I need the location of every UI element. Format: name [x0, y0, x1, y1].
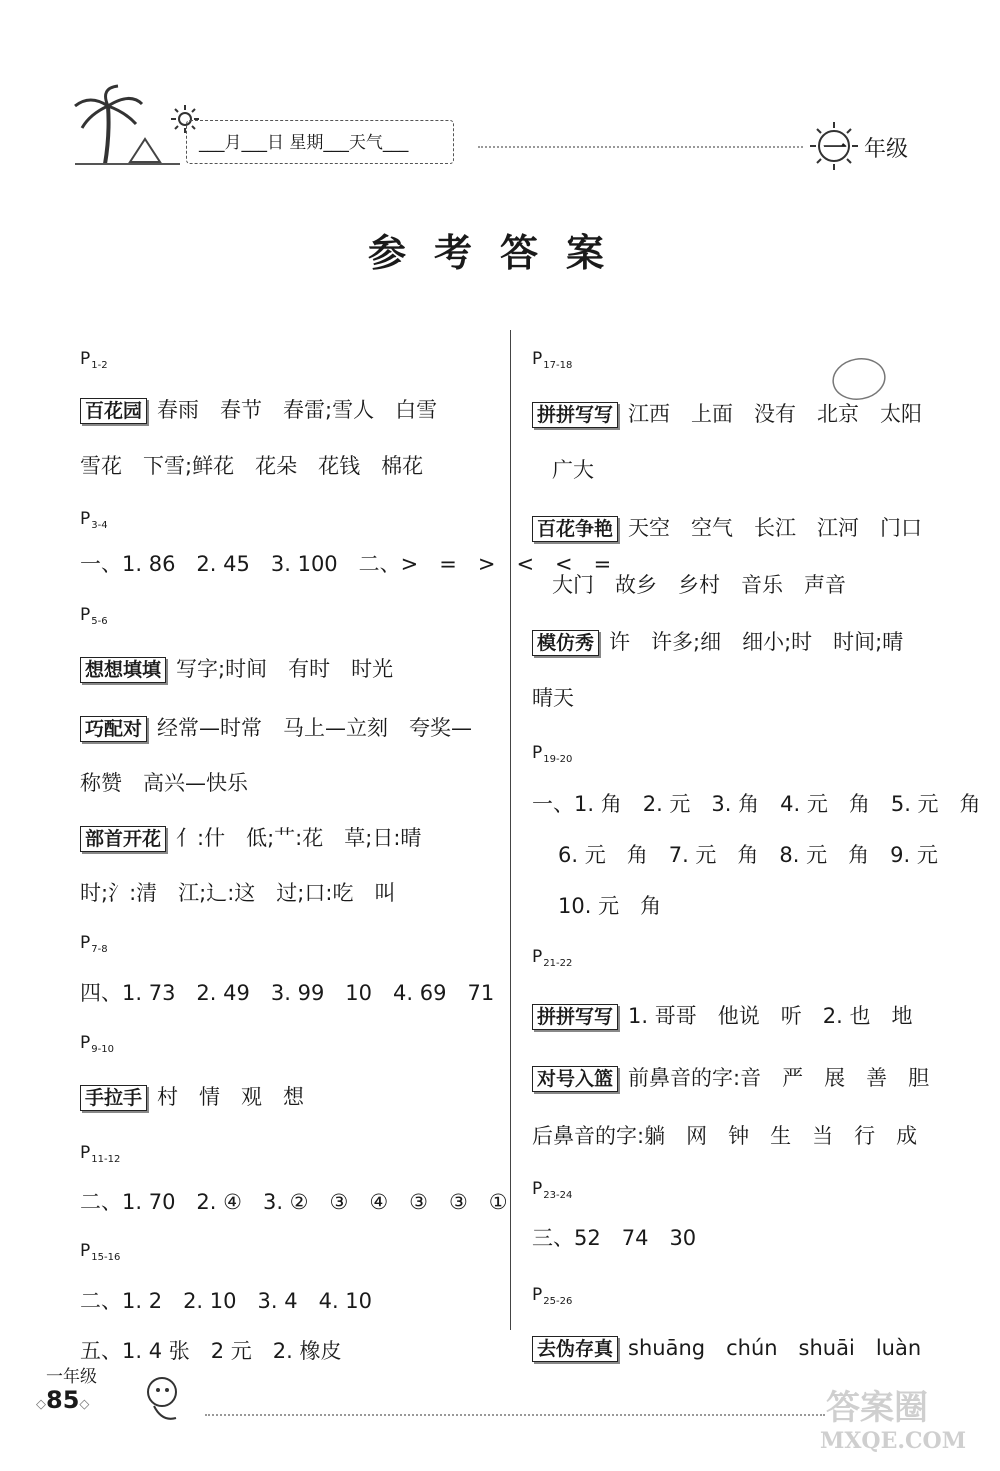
watermark-url: MXQE.COM: [820, 1428, 967, 1454]
section-tag: 想想填填: [80, 657, 166, 683]
answer-line: 广大: [552, 458, 594, 482]
answer-line: 部首开花 亻:什 低;艹:花 草;日:晴: [80, 824, 421, 852]
answer-line: 五、1. 4 张 2 元 2. 橡皮: [80, 1339, 342, 1363]
answer-line: 想想填填 写字;时间 有时 时光: [80, 655, 393, 683]
stamp-doodle: [830, 355, 888, 403]
page-ref: $P_{9-10}$: [80, 1033, 114, 1055]
section-tag: 手拉手: [80, 1085, 147, 1111]
section-tag: 去伪存真: [532, 1336, 618, 1362]
page-ref: $P_{11-12}$: [80, 1143, 121, 1165]
answer-line: 后鼻音的字:躺 网 钟 生 当 行 成: [532, 1124, 918, 1148]
diamond-icon: ◇: [79, 1397, 90, 1412]
section-tag: 拼拼写写: [532, 402, 618, 428]
answer-line: 大门 故乡 乡村 音乐 声音: [552, 573, 846, 597]
answer-line: 一、1. 角 2. 元 3. 角 4. 元 角 5. 元 角: [532, 792, 981, 816]
watermark-logo: 答案圈: [826, 1388, 928, 1428]
page-number: ◇85◇: [36, 1386, 90, 1414]
answer-line: 模仿秀 许 许多;细 细小;时 时间;晴: [532, 628, 903, 656]
answer-line: 拼拼写写 1. 哥哥 他说 听 2. 也 地: [532, 1002, 912, 1030]
answer-line: 手拉手 村 情 观 想: [80, 1083, 304, 1111]
section-tag: 百花园: [80, 398, 147, 424]
child-illustration: [136, 1372, 194, 1428]
answer-line: 三、52 74 30: [532, 1226, 697, 1250]
answer-line: 10. 元 角: [558, 894, 662, 918]
header-dotted-line: [478, 146, 803, 148]
section-tag: 对号入篮: [532, 1066, 618, 1092]
date-weather-box: ___月___日 星期___天气___: [186, 120, 454, 164]
answer-line: 拼拼写写 江西 上面 没有 北京 太阳: [532, 400, 922, 428]
grade-number: 一: [823, 134, 847, 162]
page-ref: $P_{1-2}$: [80, 349, 108, 371]
page-ref: $P_{23-24}$: [532, 1179, 573, 1201]
page-title: 参考答案: [367, 230, 632, 275]
answer-line: 对号入篮 前鼻音的字:音 严 展 善 胆: [532, 1064, 929, 1092]
page-ref: $P_{19-20}$: [532, 743, 573, 765]
section-tag: 部首开花: [80, 826, 166, 852]
answer-line: 称赞 高兴—快乐: [80, 771, 248, 795]
answer-line: 四、1. 73 2. 49 3. 99 10 4. 69 71: [80, 981, 495, 1005]
answer-line: 一、1. 86 2. 45 3. 100 二、> = > < < =: [80, 552, 612, 576]
diamond-icon: ◇: [36, 1397, 46, 1412]
answer-line: 时;氵:清 江;辶:这 过;口:吃 叫: [80, 881, 396, 905]
footer-grade: 一年级: [46, 1367, 97, 1387]
section-tag: 百花争艳: [532, 516, 618, 542]
answer-line: 百花园 春雨 春节 春雷;雪人 白雪: [80, 396, 437, 424]
grade-label: 年级: [864, 137, 909, 162]
section-tag: 模仿秀: [532, 630, 599, 656]
footer-dotted-line: [205, 1414, 825, 1416]
column-divider: [510, 330, 511, 1330]
page-ref: $P_{21-22}$: [532, 947, 573, 969]
answer-line: 二、1. 70 2. ④ 3. ② ③ ④ ③ ③ ①: [80, 1190, 508, 1214]
answer-line: 巧配对 经常—时常 马上—立刻 夸奖—: [80, 714, 472, 742]
page-ref: $P_{25-26}$: [532, 1285, 573, 1307]
section-tag: 巧配对: [80, 716, 147, 742]
answer-line: 百花争艳 天空 空气 长江 江河 门口: [532, 514, 922, 542]
section-tag: 拼拼写写: [532, 1004, 618, 1030]
answer-line: 6. 元 角 7. 元 角 8. 元 角 9. 元: [558, 843, 938, 867]
page-ref: $P_{7-8}$: [80, 933, 108, 955]
answer-line: 去伪存真 shuāng chún shuāi luàn: [532, 1334, 921, 1362]
page-ref: $P_{15-16}$: [80, 1241, 121, 1263]
page-ref: $P_{3-4}$: [80, 509, 108, 531]
page-ref: $P_{17-18}$: [532, 349, 573, 371]
answer-line: 雪花 下雪;鲜花 花朵 花钱 棉花: [80, 454, 424, 478]
page-ref: $P_{5-6}$: [80, 605, 108, 627]
answer-line: 二、1. 2 2. 10 3. 4 4. 10: [80, 1289, 373, 1313]
answer-line: 晴天: [532, 686, 574, 710]
